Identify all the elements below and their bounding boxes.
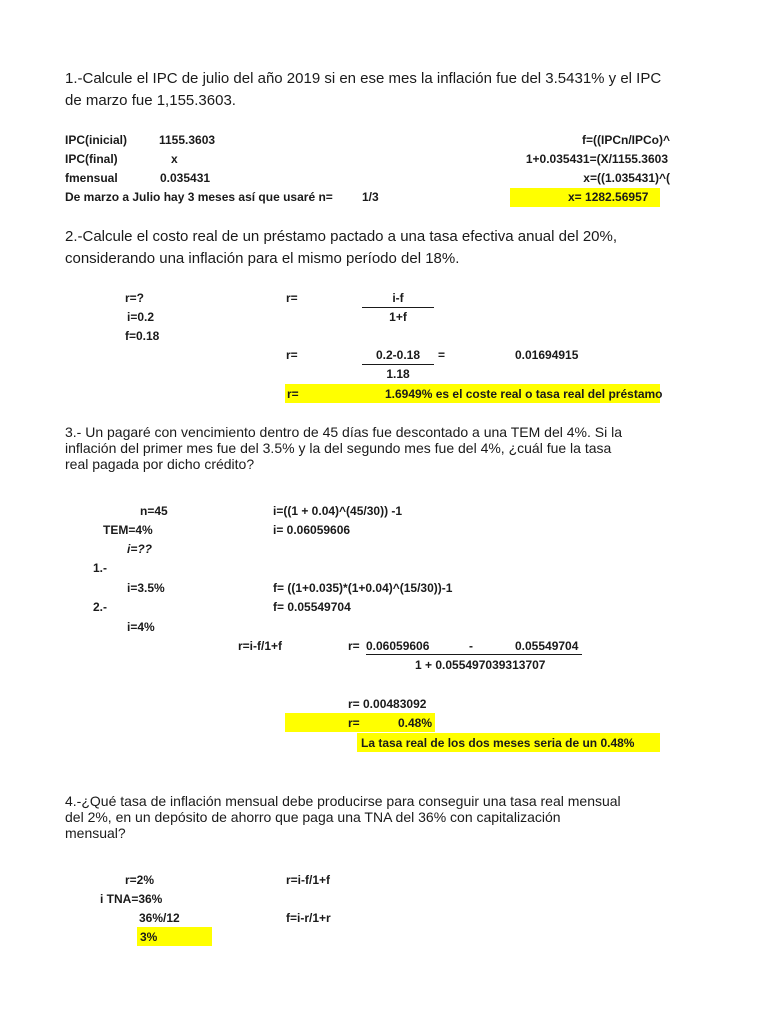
ipc-final-label: IPC(final): [65, 152, 118, 166]
denominator-1: 1+f: [389, 310, 407, 324]
denominator-3: 1 + 0.055497039313707: [415, 658, 546, 672]
n-45: n=45: [140, 504, 168, 518]
fmensual-label: fmensual: [65, 171, 118, 185]
equals-sign: =: [438, 348, 446, 362]
ipc-final-value: x: [171, 152, 178, 166]
ipc-inicial-value: 1155.3603: [159, 133, 216, 147]
question-1: 1.-Calcule el IPC de julio del año 2019 si en ese mes la inflación fue del 3.5431% y el IPC de marzo fue 1,155.3603.: [65, 70, 662, 109]
i-4: i=4%: [127, 620, 155, 634]
fraction-line-1: [362, 307, 434, 308]
r-result: r= 0.00483092: [348, 697, 427, 711]
r-label: r=: [348, 639, 360, 653]
numerator-1: i-f: [392, 291, 404, 305]
r-formula: r=i-f/1+f: [238, 639, 283, 653]
r-pct: 0.48%: [398, 716, 433, 730]
question-4: 4.-¿Qué tasa de inflación mensual debe producirse para conseguir una tasa real mensual del 2%, en un depósito de ahorro que paga una TNA del 36% con capitalización mensual?: [65, 793, 621, 841]
r-pct-label: r=: [348, 716, 360, 730]
step-1: 1.-: [93, 561, 108, 575]
r-formula-4: r=i-f/1+f: [286, 873, 331, 887]
months-note: De marzo a Julio hay 3 meses así que usaré n=: [65, 190, 333, 204]
formula-2: 1+0.035431=(X/1155.3603: [525, 152, 668, 166]
monthly-rate: 36%/12: [139, 911, 180, 925]
f-value: f=0.18: [125, 329, 160, 343]
final-statement-2: 1.6949% es el coste real o tasa real del préstamo: [385, 387, 663, 401]
i-value: i=0.2: [127, 310, 155, 324]
fmensual-value: 0.035431: [160, 171, 211, 185]
question-3: 3.- Un pagaré con vencimiento dentro de 45 días fue descontado a una TEM del 4%. Si la inflación del primer mes fue del 3.5% y la del segundo mes fue del 4%, ¿cuál fue la tasa real pagada por dicho crédito?: [65, 424, 622, 472]
monthly-result: 3%: [140, 930, 158, 944]
i-result: i= 0.06059606: [273, 523, 351, 537]
f-result: f= 0.05549704: [273, 600, 351, 614]
formula-3: x=((1.035431)^(: [583, 171, 670, 185]
i-formula: i=((1 + 0.04)^(45/30)) -1: [273, 504, 403, 518]
i-35: i=3.5%: [127, 581, 165, 595]
r-eq-2: r=: [286, 348, 298, 362]
r-2: r=2%: [125, 873, 155, 887]
question-2: 2.-Calcule el costo real de un préstamo pactado a una tasa efectiva anual del 20%, considerando una inflación para el mismo período del 18%.: [65, 228, 618, 267]
ipc-inicial-label: IPC(inicial): [65, 133, 128, 147]
numerator-left: 0.06059606: [366, 639, 430, 653]
r-eq-3: r=: [287, 387, 299, 401]
r-eq-1: r=: [286, 291, 298, 305]
f-formula-4: f=i-r/1+r: [286, 911, 331, 925]
formula-1: f=((IPCn/IPCo)^: [581, 133, 670, 147]
step-2: 2.-: [93, 600, 108, 614]
n-value: 1/3: [362, 190, 379, 204]
f-formula: f= ((1+0.035)*(1+0.04)^(15/30))-1: [273, 581, 453, 595]
numerator-right: 0.05549704: [515, 639, 579, 653]
decimal-result: 0.01694915: [515, 348, 579, 362]
numerator-2: 0.2-0.18: [375, 348, 421, 362]
fraction-line-3: [366, 654, 582, 655]
fraction-line-2: [362, 364, 434, 365]
i-tna: i TNA=36%: [100, 892, 163, 906]
minus-sign: -: [469, 639, 473, 653]
conclusion-3: La tasa real de los dos meses seria de un 0.48%: [361, 736, 635, 750]
i-unknown: i=??: [127, 542, 153, 556]
tem: TEM=4%: [103, 523, 153, 537]
denominator-2: 1.18: [386, 367, 410, 381]
result-1: x= 1282.56957: [568, 190, 649, 204]
r-unknown: r=?: [125, 291, 145, 305]
